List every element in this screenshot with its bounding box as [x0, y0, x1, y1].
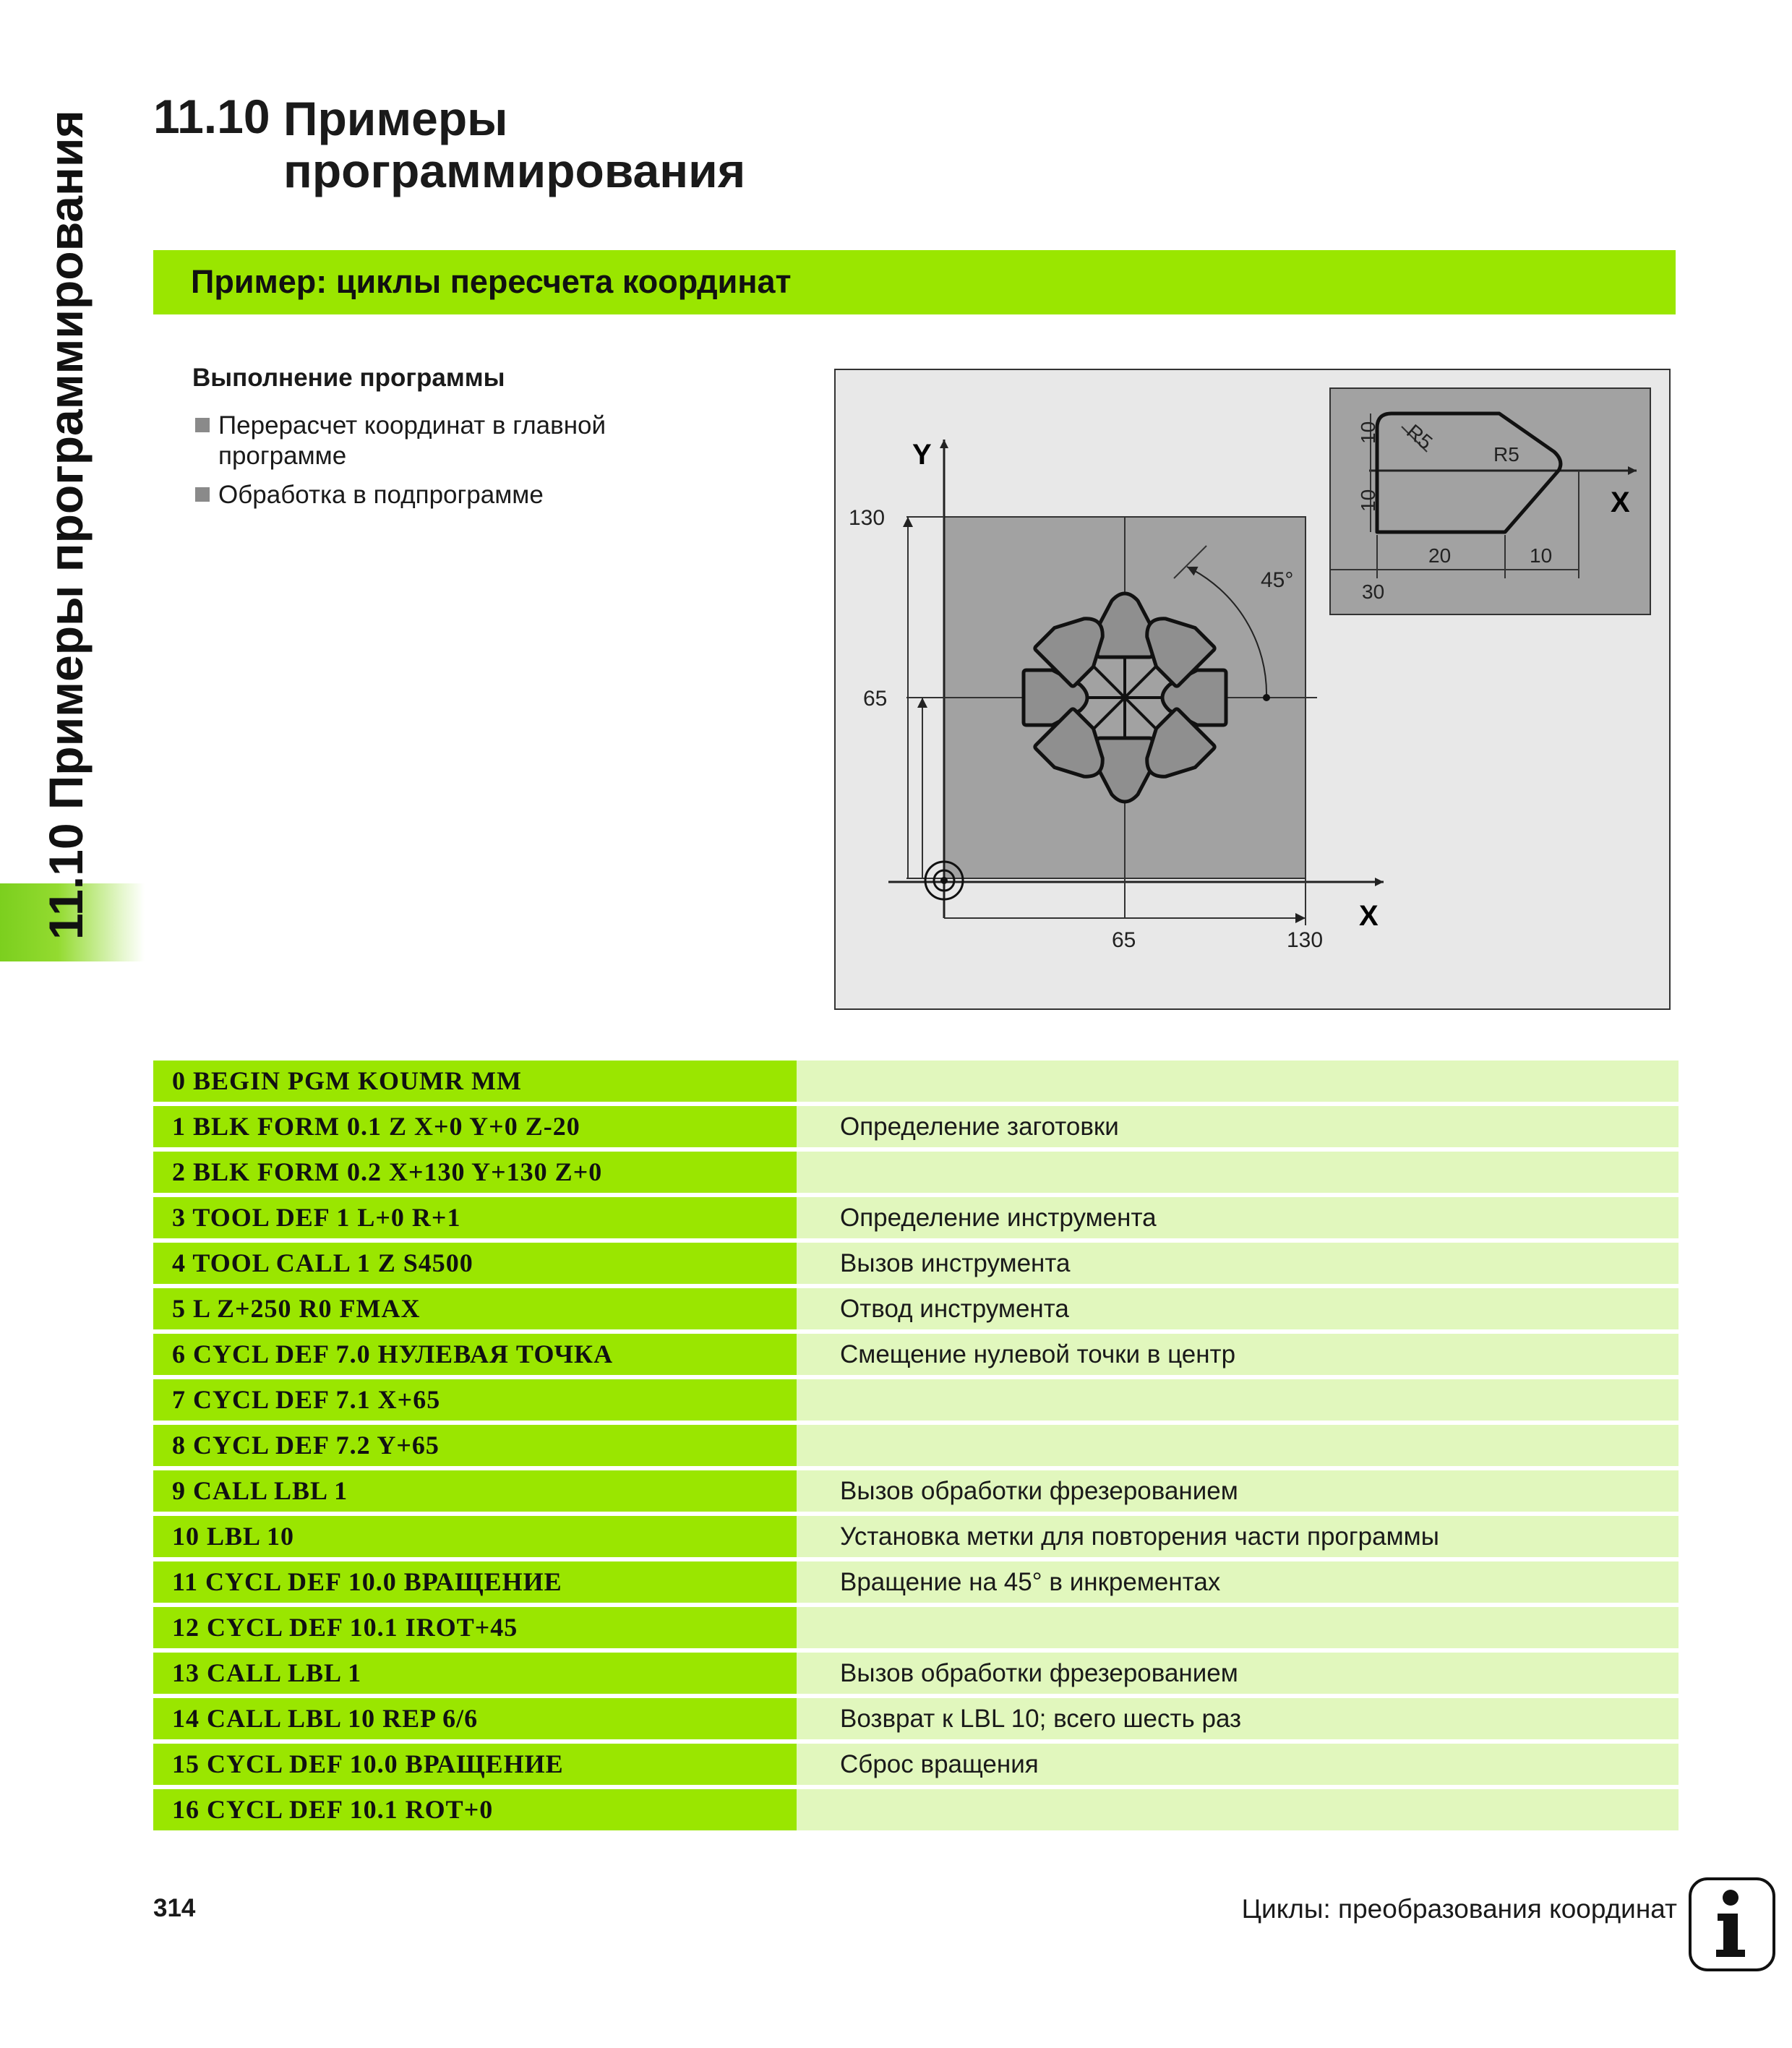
- program-comment: [797, 1379, 1679, 1421]
- detail-dim-20: 20: [1428, 544, 1452, 567]
- program-comment: Вызов инструмента: [797, 1243, 1679, 1284]
- program-comment: [797, 1152, 1679, 1193]
- list-item: [192, 480, 710, 510]
- y-tick-65: 65: [863, 687, 888, 711]
- table-row: [153, 1653, 1679, 1694]
- angle-label: 45°: [1261, 568, 1294, 592]
- list-item: [192, 411, 710, 471]
- program-code: 13 CALL LBL 1: [153, 1653, 797, 1694]
- detail-dim-10: 10: [1530, 544, 1553, 567]
- footer-chapter-title: Циклы: преобразования координат: [1241, 1894, 1677, 1924]
- table-row: [153, 1607, 1679, 1648]
- table-row: [153, 1789, 1679, 1830]
- table-row: [153, 1243, 1679, 1284]
- table-row: [153, 1197, 1679, 1238]
- program-code: 7 CYCL DEF 7.1 X+65: [153, 1379, 797, 1421]
- detail-dim-lower: 10: [1357, 489, 1379, 512]
- run-bullet-list: [192, 411, 710, 519]
- program-code: 8 CYCL DEF 7.2 Y+65: [153, 1425, 797, 1466]
- list-item-line-2: программе: [218, 442, 347, 470]
- x-tick-65: 65: [1112, 928, 1136, 952]
- run-heading: Выполнение программы: [192, 364, 505, 392]
- program-code: 12 CYCL DEF 10.1 IROT+45: [153, 1607, 797, 1648]
- program-code: 14 CALL LBL 10 REP 6/6: [153, 1698, 797, 1739]
- detail-dim-30: 30: [1362, 580, 1385, 603]
- y-axis-label: Y: [912, 439, 932, 471]
- detail-r5-right: R5: [1493, 443, 1519, 466]
- detail-inset: [1330, 388, 1650, 614]
- example-title: Пример: циклы пересчета координат: [191, 263, 792, 300]
- section-title-line-2: программирования: [283, 144, 746, 197]
- table-row: [153, 1106, 1679, 1147]
- x-tick-130: 130: [1287, 928, 1324, 952]
- program-comment: Возврат к LBL 10; всего шесть раз: [797, 1698, 1679, 1739]
- program-code: 1 BLK FORM 0.1 Z X+0 Y+0 Z-20: [153, 1106, 797, 1147]
- table-row: [153, 1152, 1679, 1193]
- program-comment: Установка метки для повторения части программы: [797, 1516, 1679, 1557]
- program-code: 3 TOOL DEF 1 L+0 R+1: [153, 1197, 797, 1238]
- list-item-line-1: Обработка в подпрограмме: [218, 481, 544, 509]
- program-comment: [797, 1607, 1679, 1648]
- table-row: [153, 1061, 1679, 1102]
- program-comment: Вызов обработки фрезерованием: [797, 1653, 1679, 1694]
- detail-dim-upper: 10: [1357, 421, 1379, 444]
- program-code: 15 CYCL DEF 10.0 ВРАЩЕНИЕ: [153, 1744, 797, 1785]
- program-comment: Отвод инструмента: [797, 1288, 1679, 1329]
- program-code: 9 CALL LBL 1: [153, 1470, 797, 1512]
- program-code: 6 CYCL DEF 7.0 НУЛЕВАЯ ТОЧКА: [153, 1334, 797, 1375]
- section-number: 11.10: [153, 90, 270, 143]
- table-row: [153, 1334, 1679, 1375]
- program-code: 0 BEGIN PGM KOUMR MM: [153, 1061, 797, 1102]
- table-row: [153, 1288, 1679, 1329]
- side-tab-label: 11.10 Примеры программирования: [39, 110, 93, 940]
- program-code: 4 TOOL CALL 1 Z S4500: [153, 1243, 797, 1284]
- y-tick-130: 130: [849, 506, 886, 530]
- program-code: 2 BLK FORM 0.2 X+130 Y+130 Z+0: [153, 1152, 797, 1193]
- detail-x-axis-label: X: [1611, 487, 1630, 518]
- program-comment: [797, 1789, 1679, 1830]
- list-item-line-1: Перерасчет координат в главной: [218, 411, 606, 440]
- program-code: 16 CYCL DEF 10.1 ROT+0: [153, 1789, 797, 1830]
- page-number: 314: [153, 1894, 196, 1922]
- program-comment: Смещение нулевой точки в центр: [797, 1334, 1679, 1375]
- info-icon[interactable]: [1689, 1877, 1775, 1971]
- bullet-square-icon: [195, 487, 210, 502]
- program-comment: Определение заготовки: [797, 1106, 1679, 1147]
- bullet-square-icon: [195, 418, 210, 432]
- program-code: 11 CYCL DEF 10.0 ВРАЩЕНИЕ: [153, 1561, 797, 1603]
- program-comment: Вызов обработки фрезерованием: [797, 1470, 1679, 1512]
- program-comment: Сброс вращения: [797, 1744, 1679, 1785]
- program-comment: [797, 1425, 1679, 1466]
- info-glyph: [1692, 1880, 1772, 1968]
- section-title-line-1: Примеры: [283, 92, 508, 145]
- program-comment: Определение инструмента: [797, 1197, 1679, 1238]
- program-code: 5 L Z+250 R0 FMAX: [153, 1288, 797, 1329]
- detail-r5-left: R5: [1402, 419, 1437, 454]
- x-axis-label: X: [1359, 900, 1379, 932]
- table-row: [153, 1425, 1679, 1466]
- table-row: [153, 1379, 1679, 1421]
- technical-drawing: [834, 369, 1671, 1010]
- table-row: [153, 1698, 1679, 1739]
- table-row: [153, 1470, 1679, 1512]
- example-header-bar: [153, 250, 1676, 314]
- table-row: [153, 1561, 1679, 1603]
- program-comment: [797, 1061, 1679, 1102]
- section-title: [283, 93, 745, 197]
- program-comment: Вращение на 45° в инкрементах: [797, 1561, 1679, 1603]
- table-row: [153, 1744, 1679, 1785]
- table-row: [153, 1516, 1679, 1557]
- program-code: 10 LBL 10: [153, 1516, 797, 1557]
